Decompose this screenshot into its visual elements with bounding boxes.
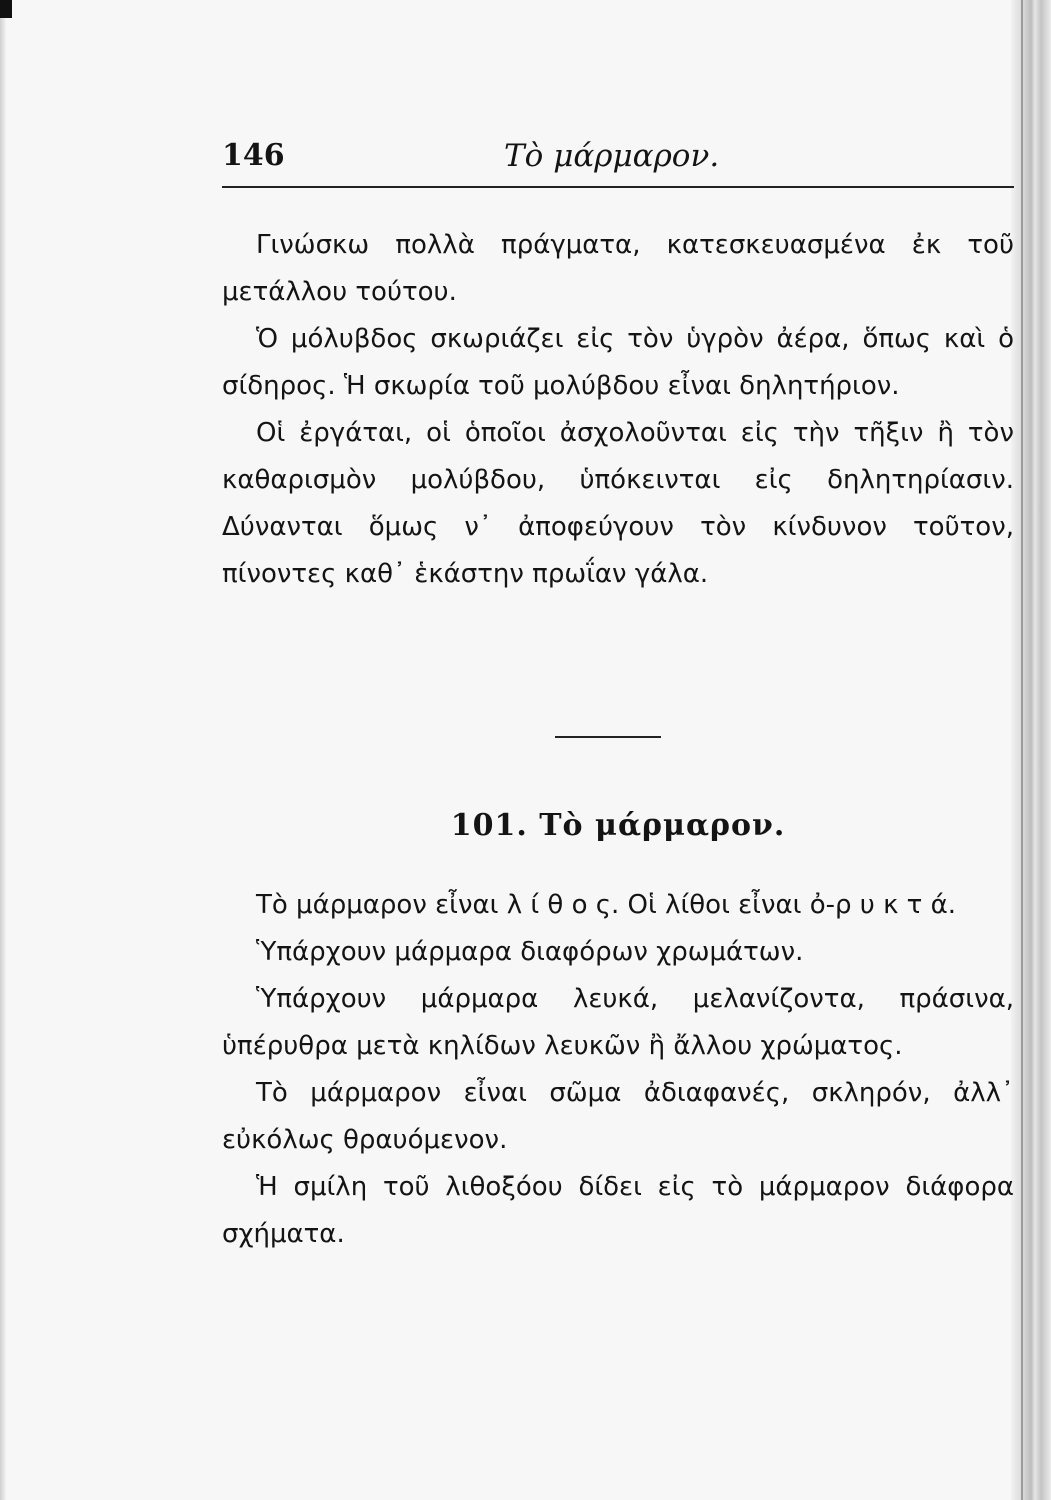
- page-binding-edge: [1011, 0, 1051, 1500]
- paragraph: Ὑπάρχουν μάρμαρα λευκά, μελανίζοντα, πράσινα, ὑπέρυθρα μετὰ κηλίδων λευκῶν ἢ ἄλλου χρώματος.: [222, 984, 1014, 1061]
- section-one-text: [222, 222, 1014, 598]
- page-header: [222, 138, 1012, 182]
- paragraph: Τὸ μάρμαρον εἶναι σῶμα ἀδιαφανές, σκληρόν, ἀλλ᾽ εὐκόλως θραυόμενον.: [222, 1078, 1014, 1155]
- section-heading: 101. Τὸ μάρμαρον.: [450, 808, 786, 843]
- paragraph: Τὸ μάρμαρον εἶναι λ ί θ ο ς. Οἱ λίθοι εἶναι ὀ-ρ υ κ τ ά.: [256, 890, 956, 920]
- section-divider: [555, 736, 661, 738]
- section-two-text: [222, 882, 1014, 1258]
- paragraph: Ἡ σμίλη τοῦ λιθοξόου δίδει εἰς τὸ μάρμαρον διάφορα σχήματα.: [222, 1172, 1014, 1249]
- binding-line: [1021, 0, 1023, 1500]
- paragraph: Γινώσκω πολλὰ πράγματα, κατεσκευασμένα ἐκ τοῦ μετάλλου τούτου.: [222, 230, 1014, 307]
- page-left-edge: [0, 0, 6, 1500]
- paragraph: Ὁ μόλυβδος σκωριάζει εἰς τὸν ὑγρὸν ἀέρα, ὅπως καὶ ὁ σίδηρος. Ἡ σκωρία τοῦ μολύβδου εἶναι δηλητήριον.: [222, 324, 1014, 401]
- header-rule: [222, 186, 1014, 188]
- running-title: Τὸ μάρμαρον.: [504, 138, 720, 174]
- paragraph: Ὑπάρχουν μάρμαρα διαφόρων χρωμάτων.: [256, 937, 804, 967]
- paragraph: Οἱ ἐργάται, οἱ ὁποῖοι ἀσχολοῦνται εἰς τὴν τῆξιν ἢ τὸν καθαρισμὸν μολύβδου, ὑπόκεινται εἰς δηλητηρίασιν. Δύνανται ὅμως ν᾽ ἀποφεύγουν τὸν κίνδυνον τοῦτον, πίνοντες καθ᾽ ἑκάστην πρωΐαν γάλα.: [222, 418, 1014, 589]
- corner-mark: [0, 0, 12, 18]
- page-number: 146: [222, 138, 285, 173]
